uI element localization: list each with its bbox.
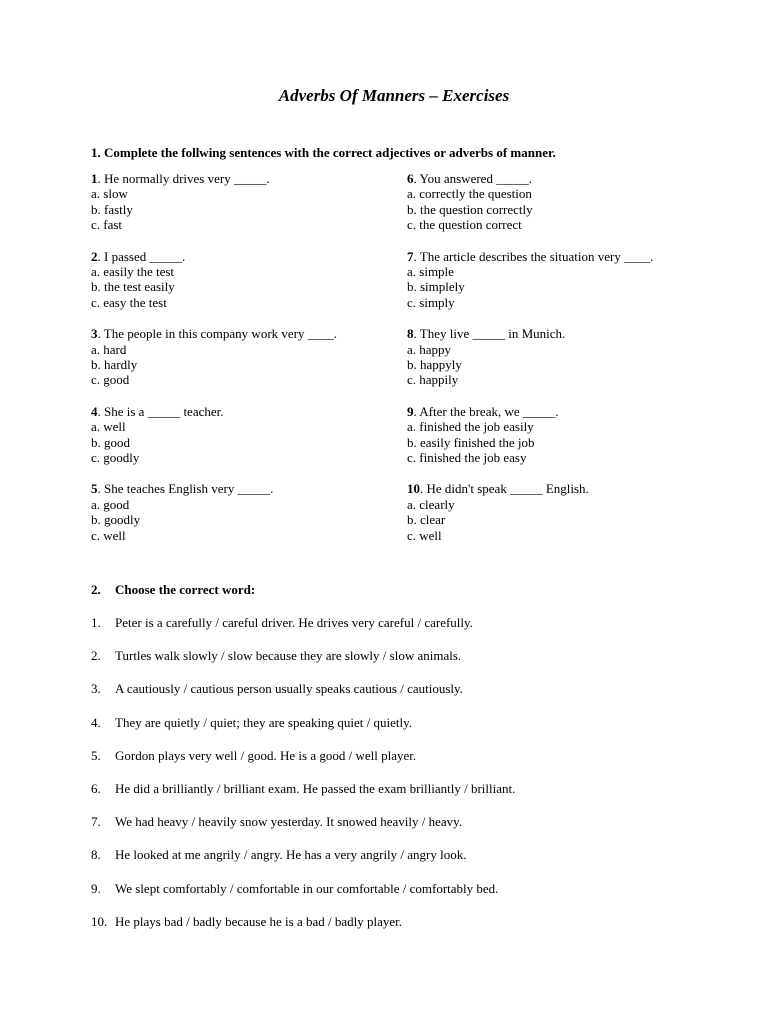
option-a: a. correctly the question	[407, 186, 532, 202]
question-text: . The article describes the situation very ____.	[413, 248, 654, 264]
section-2-heading	[91, 582, 255, 597]
question-number: 10	[407, 481, 420, 497]
option-b: b. hardly	[91, 356, 138, 372]
item-text: A cautiously / cautious person usually speaks cautious / cautiously.	[115, 681, 463, 697]
question-stem	[407, 404, 737, 419]
item-number: 4.	[91, 714, 101, 730]
question-stem	[407, 171, 737, 186]
question-number: 5	[91, 481, 98, 497]
option-b: b. good	[91, 434, 130, 450]
question-1	[91, 171, 401, 233]
option-c: c. well	[91, 527, 126, 543]
item-number: 5.	[91, 747, 101, 763]
option-a: a. good	[91, 496, 130, 512]
option-b: b. goodly	[91, 512, 141, 528]
item-text: He looked at me angrily / angry. He has a very angrily / angry look.	[115, 847, 467, 863]
question-stem	[91, 326, 401, 341]
option-a: a. slow	[91, 186, 128, 202]
item-number: 6.	[91, 780, 101, 796]
option-c: c. well	[407, 527, 442, 543]
question-number: 1	[91, 171, 98, 186]
question-text: . They live _____ in Munich.	[413, 326, 566, 342]
question-3	[91, 326, 401, 388]
question-text: . I passed _____.	[97, 248, 186, 264]
option-b: b. simplely	[407, 279, 465, 295]
item-number: 9.	[91, 880, 101, 896]
option-c: c. easy the test	[91, 294, 167, 310]
item-number: 10.	[91, 913, 108, 929]
option-b: b. the question correctly	[407, 201, 533, 217]
item-number: 1.	[91, 615, 101, 630]
question-text: . He didn't speak _____ English.	[420, 481, 589, 497]
question-number: 3	[91, 326, 98, 342]
option-a: a. clearly	[407, 496, 455, 512]
option-c: c. happily	[407, 372, 459, 388]
option-b: b. the test easily	[91, 279, 175, 295]
option-a: a. simple	[407, 263, 454, 279]
option-c: c. the question correct	[407, 217, 522, 233]
option-a: a. well	[91, 419, 126, 435]
option-a: a. hard	[91, 341, 127, 357]
question-10	[407, 481, 737, 543]
question-number: 4	[91, 403, 98, 419]
list-item	[91, 914, 711, 947]
section-2-heading-text: Choose the correct word:	[115, 582, 256, 597]
page-title: Adverbs Of Manners – Exercises	[278, 86, 510, 105]
question-text: . He normally drives very _____.	[97, 171, 270, 186]
question-stem	[91, 404, 401, 419]
question-8	[407, 326, 737, 388]
question-2	[91, 249, 401, 311]
option-c: c. simply	[407, 294, 455, 310]
question-text: . You answered _____.	[413, 171, 532, 186]
option-a: a. finished the job easily	[407, 419, 534, 435]
question-stem	[407, 326, 737, 341]
list-item	[91, 748, 711, 781]
question-text: . She is a _____ teacher.	[97, 403, 224, 419]
option-a: a. easily the test	[91, 263, 175, 279]
list-item	[91, 615, 711, 648]
question-number: 6	[407, 171, 414, 186]
question-7	[407, 249, 737, 311]
question-stem	[91, 249, 401, 264]
question-number: 8	[407, 326, 414, 342]
question-stem	[91, 171, 401, 186]
question-stem	[91, 481, 401, 496]
option-b: b. clear	[407, 512, 446, 528]
item-text: He did a brilliantly / brilliant exam. He passed the exam brilliantly / brilliant.	[115, 780, 516, 796]
item-number: 7.	[91, 814, 101, 830]
list-item	[91, 781, 711, 814]
list-item	[91, 847, 711, 880]
question-number: 9	[407, 403, 414, 419]
list-item	[91, 881, 711, 914]
option-a: a. happy	[407, 341, 452, 357]
option-c: c. fast	[91, 217, 123, 233]
question-text: . The people in this company work very ____.	[97, 326, 337, 342]
question-6	[407, 171, 737, 233]
item-text: Turtles walk slowly / slow because they are slowly / slow animals.	[115, 648, 462, 664]
item-number: 8.	[91, 847, 101, 863]
question-text: . After the break, we _____.	[413, 403, 559, 419]
question-number: 2	[91, 248, 98, 264]
option-b: b. fastly	[91, 201, 133, 217]
question-number: 7	[407, 248, 414, 264]
item-text: Gordon plays very well / good. He is a good / well player.	[115, 747, 417, 763]
item-text: Peter is a carefully / careful driver. He drives very careful / carefully.	[115, 615, 473, 630]
item-number: 2.	[91, 648, 101, 664]
question-stem	[407, 249, 737, 264]
question-stem	[407, 481, 737, 496]
section-1-left-column	[91, 171, 401, 559]
option-c: c. good	[91, 372, 130, 388]
option-b: b. happyly	[407, 356, 462, 372]
option-c: c. finished the job easy	[407, 449, 527, 465]
question-9	[407, 404, 737, 466]
item-text: He plays bad / badly because he is a bad / badly player.	[115, 913, 402, 929]
list-item	[91, 814, 711, 847]
list-item	[91, 648, 711, 681]
item-number: 3.	[91, 681, 101, 697]
list-item	[91, 681, 711, 714]
section-2-list	[91, 615, 711, 947]
list-item	[91, 715, 711, 748]
question-4	[91, 404, 401, 466]
item-text: They are quietly / quiet; they are speaking quiet / quietly.	[115, 714, 412, 730]
option-b: b. easily finished the job	[407, 434, 535, 450]
section-2-number: 2.	[91, 582, 101, 597]
question-5	[91, 481, 401, 543]
question-text: . She teaches English very _____.	[97, 481, 274, 497]
option-c: c. goodly	[91, 449, 140, 465]
section-1-heading: 1. Complete the follwing sentences with the correct adjectives or adverbs of manner.	[91, 145, 556, 160]
item-text: We slept comfortably / comfortable in our comfortable / comfortably bed.	[115, 880, 499, 896]
item-text: We had heavy / heavily snow yesterday. It snowed heavily / heavy.	[115, 814, 463, 830]
section-1-right-column	[407, 171, 737, 559]
